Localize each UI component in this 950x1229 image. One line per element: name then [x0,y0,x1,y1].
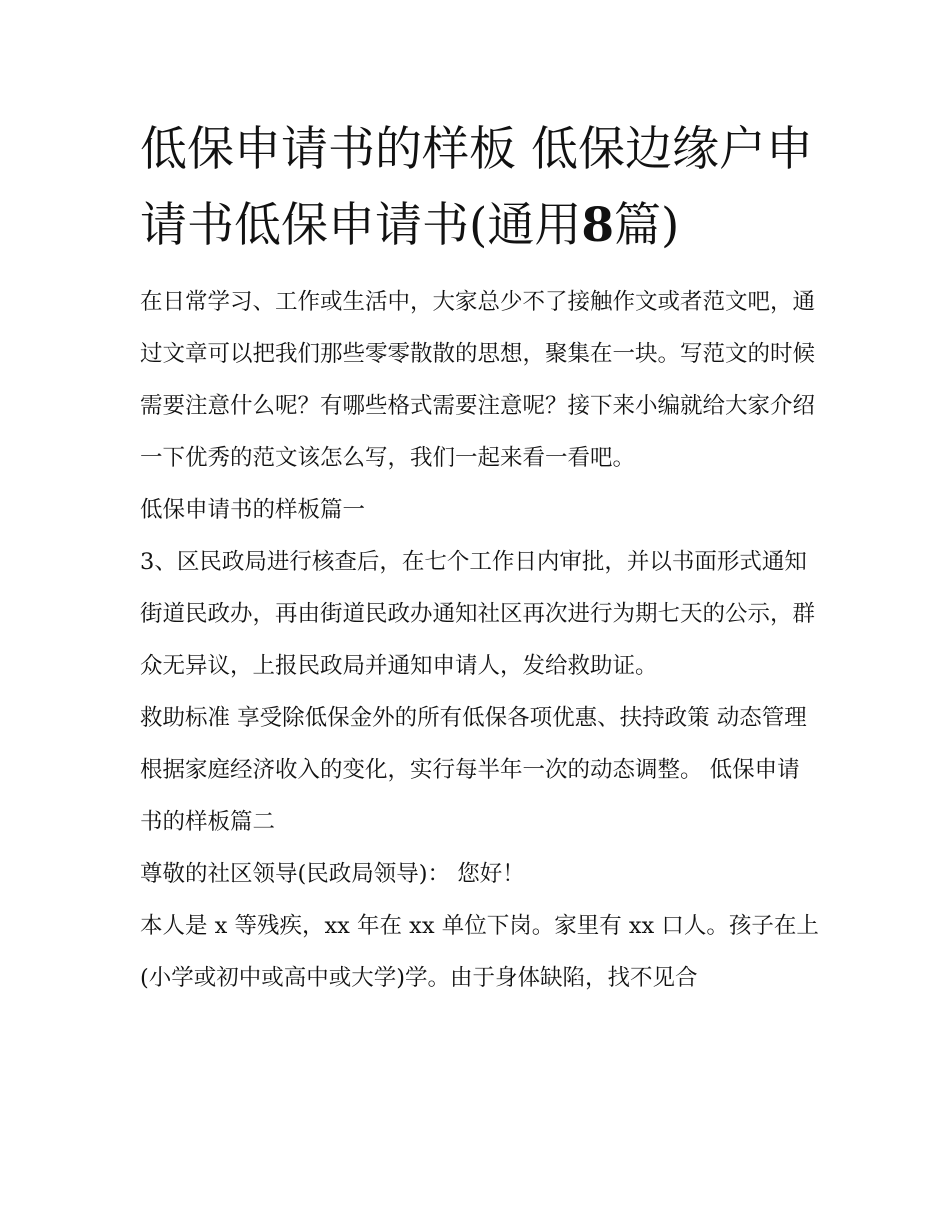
document-body [140,276,820,1004]
section-heading-1: 低保申请书的样板篇一 [140,497,366,523]
intro-paragraph: 在日常学习、工作或生活中，大家总少不了接触作文或者范文吧，通过文章可以把我们那些零零散散的思想，聚集在一块。写范文的时候需要注意什么呢？有哪些格式需要注意呢？接下来小编就给大家介绍一下优秀的范文该怎么写，我们一起来看一看吧。 [140,289,816,471]
title-text: 低保申请书的样板 低保边缘户申请书低保申请书(通用 [140,122,813,253]
document-title [140,112,820,264]
salutation-paragraph: 尊敬的社区领导(民政局领导)： 您好！ [140,861,525,887]
title-suffix: 篇) [614,198,680,253]
title-number: 8 [581,198,615,253]
applicant-paragraph: 本人是 x 等残疾，xx 年在 xx 单位下岗。家里有 xx 口人。孩子在上(小学或初中或高中或大学)学。由于身体缺陷，找不见合 [140,913,819,991]
review-paragraph: 3、区民政局进行核查后，在七个工作日内审批，并以书面形式通知街道民政办，再由街道民政办通知社区再次进行为期七天的公示，群众无异议，上报民政局并通知申请人，发给救助证。 [140,549,816,679]
standard-paragraph: 救助标准 享受除低保金外的所有低保各项优惠、扶持政策 动态管理 根据家庭经济收入的变化，实行每半年一次的动态调整。 低保申请书的样板篇二 [140,705,807,835]
